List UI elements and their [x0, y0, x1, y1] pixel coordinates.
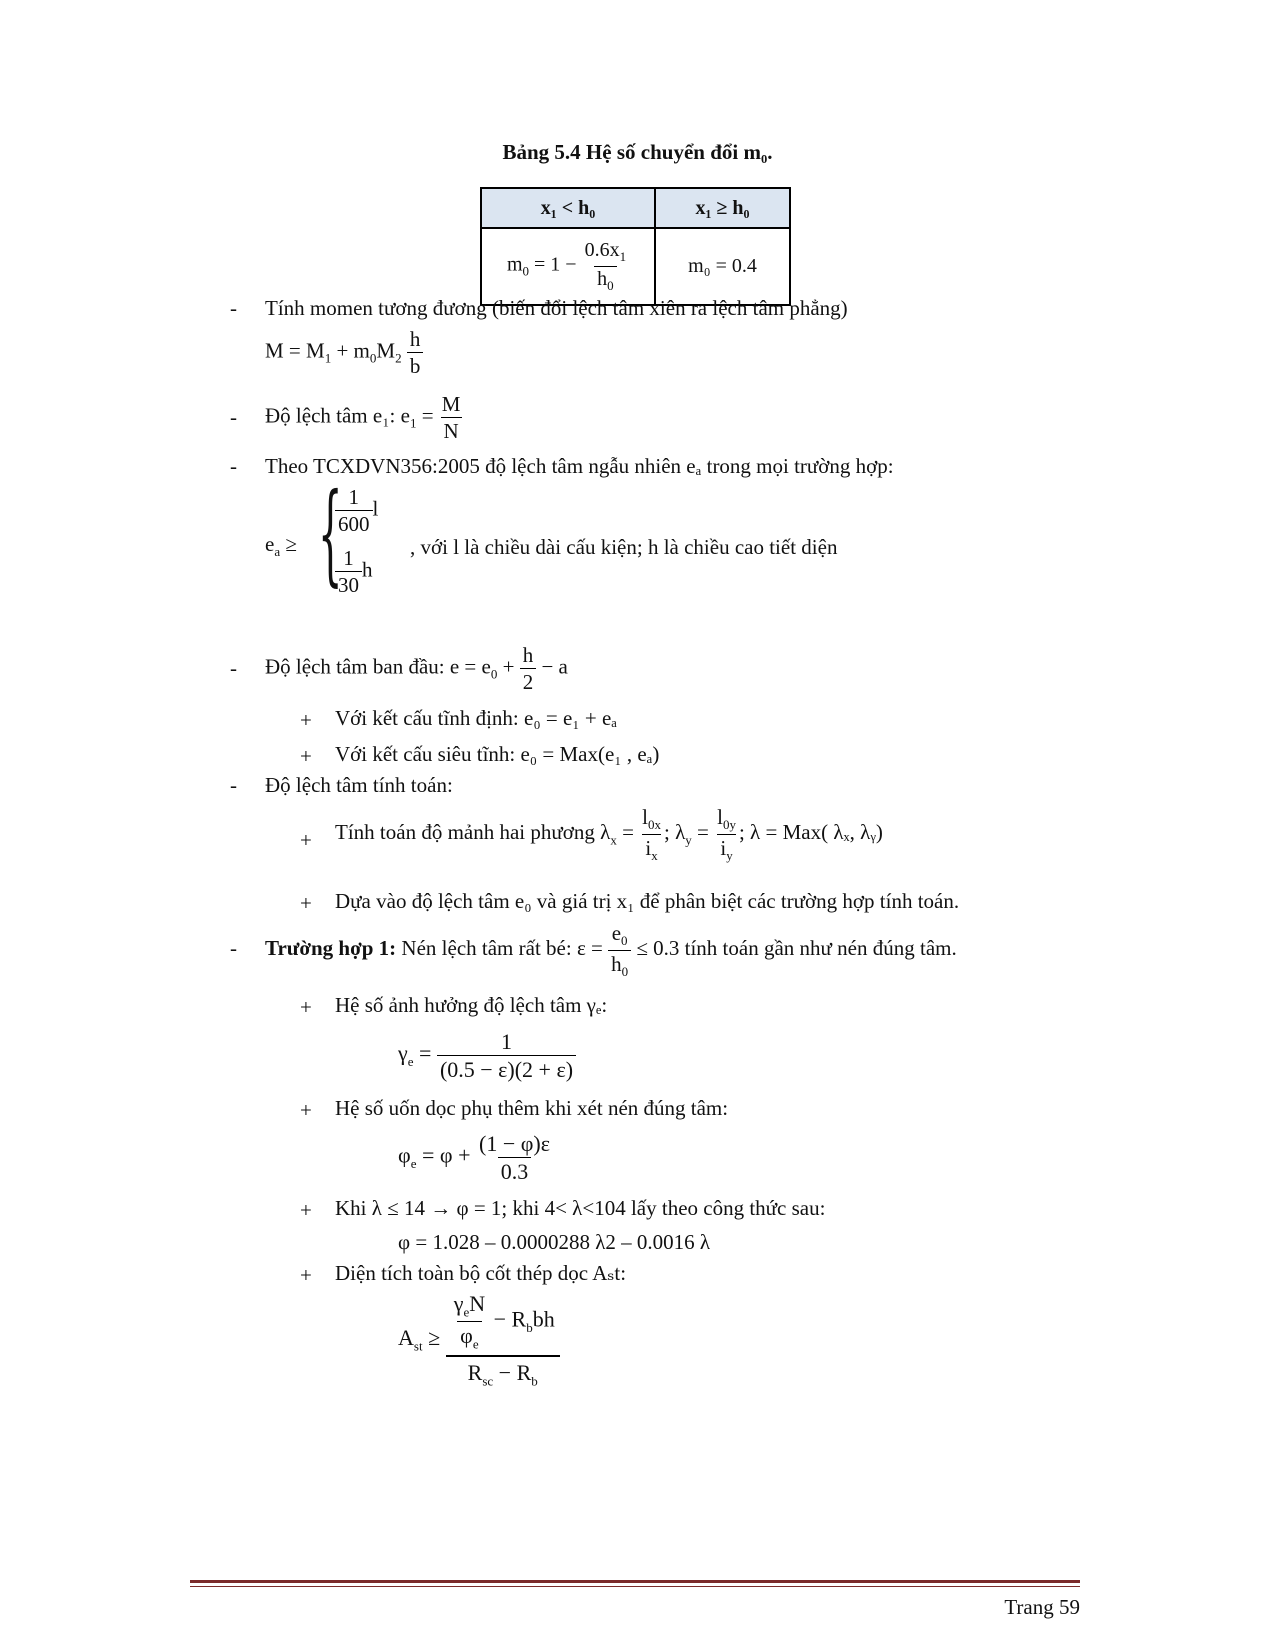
bullet-dash: -: [230, 454, 237, 478]
ast-formula: $A_{st}$ ≥ $\frac{\gamma_eN}{\varphi_e}$ − $R_bbh$ $R_{sc} - R_b$: [398, 1292, 560, 1388]
footer-rule: [190, 1580, 1080, 1583]
e1-line: Độ lệch tâm e₁: $e_1$ = $\frac{M}{N}$: [265, 392, 461, 444]
momen-formula: $M = M_1 + m_0M_2$ $\frac{h}{b}$: [265, 328, 423, 377]
khi-text: Khi λ ≤ 14 → φ = 1; khi 4< λ<104 lấy theo công thức sau:: [335, 1196, 826, 1220]
bullet-dash: -: [230, 773, 237, 797]
phi-formula-2: φ = 1.028 – 0.0000288 λ2 – 0.0016 λ: [398, 1230, 711, 1254]
page-number: Trang 59: [1004, 1595, 1080, 1619]
bullet-plus: +: [300, 1198, 312, 1222]
tinhtoan-text: Độ lệch tâm tính toán:: [265, 773, 453, 797]
gamma-text: Hệ số ảnh hưởng độ lệch tâm γₑ:: [335, 993, 608, 1017]
momen-text: Tính momen tương đương (biến đổi lệch tâm xiên ra lệch tâm phẳng): [265, 296, 848, 320]
bullet-plus: +: [300, 828, 312, 852]
table-cell-formula: $m_0 = 1$ − $\frac{0.6x_1}{h_0}$: [481, 228, 655, 305]
bullet-plus: +: [300, 891, 312, 915]
footer-rule-thin: [190, 1586, 1080, 1587]
table-header-2: x₁ ≥ h₀: [655, 188, 790, 228]
bullet-dash: -: [230, 936, 237, 960]
duavao-text: Dựa vào độ lệch tâm e₀ và giá trị x₁ để phân biệt các trường hợp tính toán.: [335, 889, 960, 913]
table-cell-value: m₀ = 0.4: [655, 228, 790, 305]
conversion-table: [480, 187, 791, 306]
manh-line: Tính toán độ mảnh hai phương $\lambda_x$ = $\frac{l_{0x}}{i_x}$ ; $\lambda_y$ = $\frac{l_{0y}}{i_y}$ ; λ = Max( λₓ, λᵧ): [335, 805, 883, 864]
bullet-dash: -: [230, 296, 237, 320]
tinhdinh-line: Với kết cấu tĩnh định: e₀ = e₁ + eₐ: [335, 706, 618, 730]
bullet-plus: +: [300, 744, 312, 768]
ea-case-2: $\frac{1}{30}$ h: [335, 547, 373, 596]
bullet-dash: -: [230, 656, 237, 680]
ea-case-1: $\frac{1}{600}$ l: [335, 486, 378, 535]
table-header-1: x₁ < h₀: [481, 188, 655, 228]
brace-icon: {: [318, 469, 343, 597]
th1-line: Trường hợp 1: Nén lệch tâm rất bé: ε = $\frac{e_0}{h_0}$ ≤ 0.3 tính toán gần như nén đúng tâm.: [265, 921, 957, 980]
ea-lhs: $e_a$ ≥: [265, 532, 297, 560]
theo-text: Theo TCXDVN356:2005 độ lệch tâm ngẫu nhiên eₐ trong mọi trường hợp:: [265, 454, 894, 478]
bullet-plus: +: [300, 1098, 312, 1122]
ea-note: , với l là chiều dài cấu kiện; h là chiều cao tiết diện: [410, 535, 838, 559]
gamma-formula: $\gamma_e$ = $\frac{1}{(0.5 - \varepsilon)(2 + \varepsilon)}$: [398, 1030, 576, 1081]
bullet-plus: +: [300, 708, 312, 732]
bullet-plus: +: [300, 995, 312, 1019]
bullet-dash: -: [230, 405, 237, 429]
phi-text: Hệ số uốn dọc phụ thêm khi xét nén đúng tâm:: [335, 1096, 729, 1120]
phi-formula: $\varphi_e = \varphi$ + $\frac{(1 - \varphi)\varepsilon}{0.3}$: [398, 1131, 550, 1185]
ebd-line: Độ lệch tâm ban đầu: $e = e_0$ + $\frac{h}{2}$ − a: [265, 643, 568, 695]
bullet-plus: +: [300, 1263, 312, 1287]
table-caption: Bảng 5.4 Hệ số chuyển đổi m₀.: [502, 140, 773, 164]
sieutinh-line: Với kết cấu siêu tĩnh: e₀ = Max(e₁ , eₐ): [335, 742, 660, 766]
ast-text: Diện tích toàn bộ cốt thép dọc Aₛt:: [335, 1261, 627, 1285]
